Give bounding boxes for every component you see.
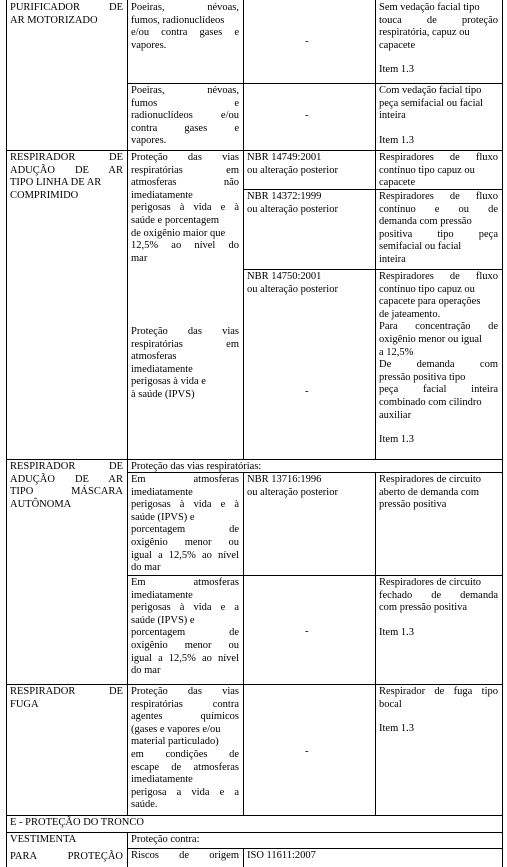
protection-line: imediatamente — [131, 589, 193, 601]
equipment-line: ADUÇÃO DE AR — [10, 473, 123, 485]
equipment-line: VESTIMENTA — [10, 834, 77, 845]
protection-line: porcentagem de — [131, 524, 239, 536]
standard-line: NBR 14749:2001 — [247, 152, 322, 163]
notes-line: combinado com cilindro — [379, 396, 482, 408]
notes-line: Respiradores de circuito — [379, 474, 482, 485]
notes-line: capacete — [379, 39, 416, 51]
grid-hline — [6, 150, 503, 151]
notes-line: Respiradores de circuito — [379, 577, 482, 588]
equipment-linha-ar — [10, 152, 123, 202]
equipment-line: AR MOTORIZADO — [10, 14, 98, 26]
protection-line: agentes químicos — [131, 711, 239, 723]
equipment-mascara — [10, 461, 123, 511]
protection-line: de oxigênio maior que — [131, 227, 226, 239]
equipment-line: RESPIRADOR DE — [10, 686, 123, 697]
notes-line: Respirador de fuga tipo — [379, 686, 498, 697]
standard-linha-ar-2 — [247, 191, 371, 216]
protection-line: vapores. — [131, 39, 167, 51]
protection-mascara-2 — [131, 577, 239, 678]
standard-linha-ar-3 — [247, 271, 371, 296]
notes-line: pressão positiva — [379, 499, 447, 511]
protection-line: imediatamente — [131, 189, 193, 201]
notes-line: oxigênio menor ou igual — [379, 333, 482, 345]
protection-purificador-1 — [131, 2, 239, 52]
grid-hline — [127, 575, 503, 576]
item-ref: Item 1.3 — [379, 434, 414, 446]
notes-line: auxiliar — [379, 409, 412, 421]
standard-linha-ar-dash: - — [305, 386, 309, 397]
equipment-line: AUTÔNOMA — [10, 498, 72, 510]
protection-line: igual a 12,5% ao nível — [131, 652, 239, 664]
grid-vline — [127, 832, 128, 867]
header-mascara: Proteção das vias respiratórias: — [131, 461, 262, 472]
equipment-line: FUGA — [10, 698, 39, 710]
equipment-line: PARA PROTEÇÃO — [10, 850, 123, 862]
section-title-tronco: E - PROTEÇÃO DO TRONCO — [10, 817, 144, 828]
protection-line: (gases e vapores e/ou — [131, 723, 221, 735]
grid-vline — [6, 0, 7, 867]
notes-line: bocal — [379, 698, 402, 710]
protection-line: fumos, radionuclídeos — [131, 14, 225, 26]
protection-line: 12,5% ao nível do — [131, 240, 239, 252]
standard-vestimenta: ISO 11611:2007 — [247, 850, 316, 861]
protection-line: Em atmosferas — [131, 474, 239, 485]
protection-linha-ar-2 — [131, 326, 239, 402]
item-ref: Item 1.3 — [379, 134, 414, 146]
grid-hline — [6, 459, 503, 460]
equipment-line: RESPIRADOR DE — [10, 461, 123, 472]
protection-line: saúde. — [131, 799, 158, 811]
notes-linha-ar-3 — [379, 271, 498, 447]
protection-line: atmosferas — [131, 351, 177, 363]
equipment-line: RESPIRADOR DE — [10, 152, 123, 163]
standard-line: ou alteração posterior — [247, 486, 338, 498]
notes-line: Respiradores de fluxo — [379, 191, 498, 202]
protection-line: Em atmosferas — [131, 577, 239, 588]
equipment-purificador — [10, 2, 123, 27]
notes-line: fechado de demanda — [379, 589, 498, 601]
protection-line: material particulado) — [131, 736, 219, 748]
protection-line: Poeiras, névoas, — [131, 85, 239, 96]
protection-purificador-2 — [131, 85, 239, 148]
standard-line: NBR 13716:1996 — [247, 474, 322, 485]
grid-hline — [127, 848, 503, 849]
standard-line: ou alteração posterior — [247, 283, 338, 295]
protection-line: Riscos de origem — [131, 850, 239, 861]
protection-line: igual a 12,5% ao nível — [131, 549, 239, 561]
notes-linha-ar-1 — [379, 152, 498, 190]
standard-linha-ar-1 — [247, 152, 371, 177]
protection-line: perigosas à vida e — [131, 376, 206, 388]
protection-line: do mar — [131, 562, 161, 574]
standard-line: NBR 14372:1999 — [247, 191, 322, 202]
equipment-fuga — [10, 686, 123, 711]
standard-purificador-2: - — [305, 110, 309, 121]
protection-line: porcentagem de — [131, 627, 239, 639]
protection-line: perigosa a vida e a — [131, 786, 239, 798]
grid-hline — [6, 815, 503, 816]
notes-line: Com vedação facial tipo — [379, 85, 482, 96]
protection-line: radionuclídeos e/ou — [131, 110, 239, 122]
standard-line: NBR 14750:2001 — [247, 271, 322, 282]
equipment-line: COMPRIMIDO — [10, 189, 79, 201]
protection-line: imediatamente — [131, 774, 193, 786]
notes-line: respiratória, capuz ou — [379, 27, 470, 39]
standard-line: ou alteração posterior — [247, 203, 338, 215]
grid-vline — [243, 848, 244, 867]
notes-line: contínuo tipo capuz ou — [379, 283, 475, 295]
notes-line: de jateamento. — [379, 308, 441, 320]
grid-hline — [6, 832, 503, 833]
standard-fuga: - — [305, 746, 309, 757]
protection-line: Poeiras, névoas, — [131, 2, 239, 13]
notes-line: inteira — [379, 253, 406, 265]
grid-hline — [6, 684, 503, 685]
protection-line: oxigênio menor ou — [131, 536, 239, 548]
protection-line: vapores. — [131, 135, 167, 147]
protection-line: saúde (IPVS) e — [131, 614, 195, 626]
grid-hline — [127, 83, 503, 84]
notes-mascara-1 — [379, 474, 498, 512]
notes-line: Respiradores de fluxo — [379, 271, 498, 282]
notes-purificador-2 — [379, 85, 498, 147]
equipment-line: TIPO MÁSCARA — [10, 486, 123, 498]
standard-mascara-2: - — [305, 626, 309, 637]
notes-line: contínuo e ou de — [379, 203, 498, 215]
grid-vline — [375, 472, 376, 815]
notes-purificador-1 — [379, 2, 498, 77]
notes-line: semifacial ou facial — [379, 241, 462, 253]
protection-line: mar — [131, 252, 148, 264]
protection-line: do mar — [131, 665, 161, 677]
notes-line: a 12,5% — [379, 346, 414, 358]
protection-line: saúde (IPVS) e — [131, 511, 195, 523]
notes-line: pressão positiva tipo — [379, 371, 466, 383]
protection-line: em condições de — [131, 748, 239, 760]
equipment-line: TIPO LINHA DE AR — [10, 177, 102, 189]
protection-line: Proteção das vias — [131, 686, 239, 697]
item-ref: Item 1.3 — [379, 723, 414, 735]
notes-line: Para concentração de — [379, 321, 498, 333]
notes-fuga — [379, 686, 498, 736]
notes-line: peça semifacial ou facial — [379, 97, 484, 109]
notes-line: com pressão positiva — [379, 602, 468, 614]
protection-line: fumos e — [131, 97, 239, 109]
protection-line: respiratórias em — [131, 164, 239, 176]
protection-line: perigosas à vida e à — [131, 499, 239, 511]
protection-line: saúde e porcentagem — [131, 214, 220, 226]
equipment-line: PURIFICADOR DE — [10, 2, 123, 13]
protection-linha-ar-1 — [131, 152, 239, 265]
protection-line: imediatamente — [131, 486, 193, 498]
protection-line: atmosferas não — [131, 177, 239, 189]
grid-vline — [502, 0, 503, 867]
equipment-vestimenta — [10, 834, 123, 863]
protection-line: Proteção das vias — [131, 326, 239, 337]
notes-line: touca de proteção — [379, 14, 498, 26]
notes-line: demanda com pressão — [379, 216, 472, 228]
header-vestimenta: Proteção contra: — [131, 834, 200, 845]
protection-line: imediatamente — [131, 363, 193, 375]
notes-line: Sem vedação facial tipo — [379, 2, 480, 13]
grid-vline — [375, 0, 376, 459]
protection-line: oxigênio menor ou — [131, 639, 239, 651]
notes-line: aberto de demanda com — [379, 486, 479, 498]
notes-mascara-2 — [379, 577, 498, 639]
protection-line: perigosas à vida e à — [131, 202, 239, 214]
protection-line: e/ou contra gases e — [131, 27, 239, 39]
notes-line: De demanda com — [379, 359, 498, 371]
protection-mascara-1 — [131, 474, 239, 575]
notes-line: inteira — [379, 110, 406, 122]
protection-line: contra gases e — [131, 122, 239, 134]
notes-line: contínuo tipo capuz ou — [379, 164, 475, 176]
protection-fuga — [131, 686, 239, 812]
notes-linha-ar-2 — [379, 191, 498, 267]
grid-hline — [243, 269, 503, 270]
protection-vestimenta — [131, 850, 239, 863]
protection-line: respiratórias em — [131, 338, 239, 350]
equipment-line: ADUÇÃO DE AR — [10, 164, 123, 176]
protection-line: à saúde (IPVS) — [131, 388, 195, 400]
standard-purificador-1: - — [305, 36, 309, 47]
notes-line: capacete — [379, 177, 416, 189]
protection-line: Proteção das vias — [131, 152, 239, 163]
notes-line: capacete para operações — [379, 296, 481, 308]
item-ref: Item 1.3 — [379, 64, 414, 76]
notes-line: positiva tipo peça — [379, 228, 498, 240]
notes-line: Respiradores de fluxo — [379, 152, 498, 163]
item-ref: Item 1.3 — [379, 626, 414, 638]
grid-vline — [243, 0, 244, 459]
protection-line: escape de atmosferas — [131, 761, 239, 773]
protection-line: respiratórias contra — [131, 698, 239, 710]
protection-line: perigosas à vida e a — [131, 602, 239, 614]
notes-line: peça facial inteira — [379, 384, 498, 396]
standard-mascara-1 — [247, 474, 371, 499]
standard-line: ou alteração posterior — [247, 164, 338, 176]
grid-vline — [127, 0, 128, 815]
grid-vline — [243, 472, 244, 815]
